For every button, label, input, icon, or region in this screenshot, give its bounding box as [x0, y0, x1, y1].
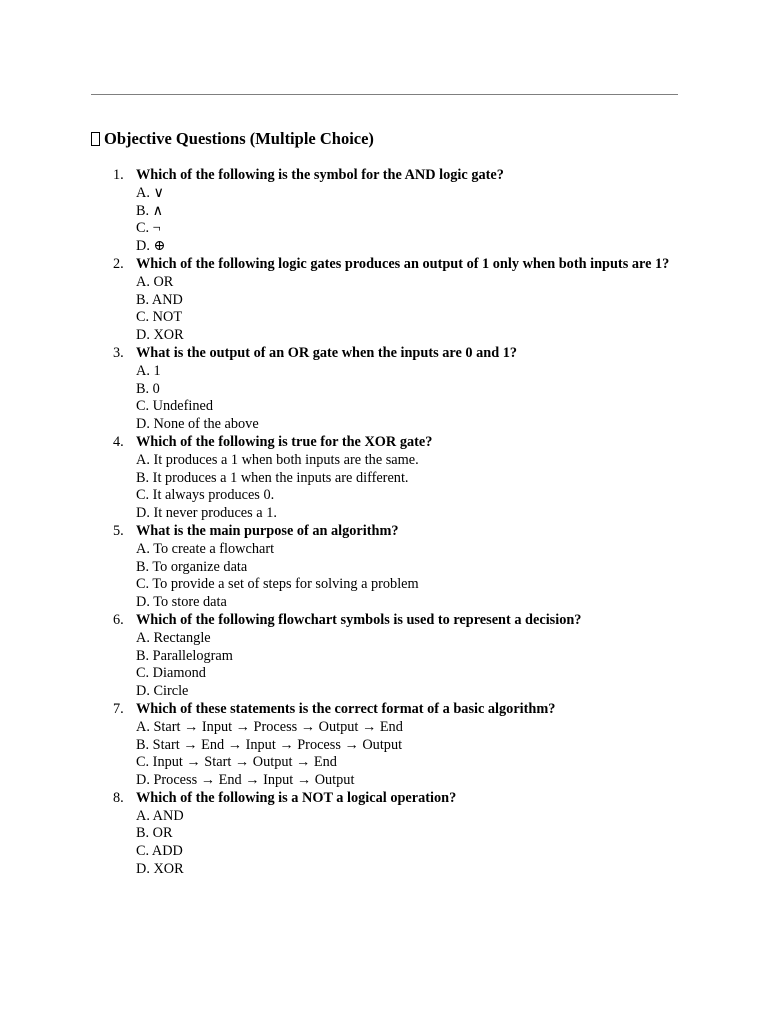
answer-option: C. Undefined — [136, 398, 214, 415]
section-heading — [91, 129, 374, 149]
answer-option: C. NOT — [136, 309, 183, 326]
answer-option: D. XOR — [136, 327, 184, 344]
question-number: 6. — [113, 611, 124, 628]
answer-option: A. 1 — [136, 362, 161, 379]
question-text: What is the main purpose of an algorithm? — [136, 522, 399, 539]
answer-option: B. It produces a 1 when the inputs are different. — [136, 469, 409, 486]
question-number: 4. — [113, 433, 124, 450]
question-item — [113, 433, 676, 523]
missing-glyph-icon — [91, 132, 100, 146]
answer-option: A. OR — [136, 273, 174, 290]
question-number: 7. — [113, 700, 124, 717]
answer-option: B. OR — [136, 825, 173, 842]
question-number: 3. — [113, 344, 124, 361]
question-number: 5. — [113, 522, 124, 539]
answer-option: B. AND — [136, 291, 183, 308]
answer-option: D. None of the above — [136, 416, 259, 433]
question-item — [113, 611, 676, 701]
question-item — [113, 522, 676, 612]
answer-option: B. Parallelogram — [136, 647, 233, 664]
answer-option: B. ∧ — [136, 202, 164, 219]
answer-option: C. It always produces 0. — [136, 487, 275, 504]
question-text: Which of the following is a NOT a logical operation? — [136, 789, 457, 806]
question-text: What is the output of an OR gate when the inputs are 0 and 1? — [136, 344, 518, 361]
answer-option: C. Input → Start → Output → End — [136, 754, 337, 771]
question-item — [113, 167, 676, 256]
question-number: 8. — [113, 789, 124, 806]
question-text: Which of the following is the symbol for the AND logic gate? — [136, 167, 504, 183]
answer-option: A. Rectangle — [136, 629, 211, 646]
answer-option: A. To create a flowchart — [136, 540, 275, 557]
answer-option: C. ADD — [136, 843, 183, 860]
question-item — [113, 344, 676, 434]
section-heading-text: Objective Questions (Multiple Choice) — [104, 129, 374, 148]
answer-option: A. Start → Input → Process → Output → End — [136, 718, 403, 735]
answer-option: A. ∨ — [136, 184, 164, 201]
horizontal-rule — [91, 94, 678, 95]
answer-option: D. Circle — [136, 683, 189, 700]
question-number: 2. — [113, 255, 124, 272]
answer-option: D. To store data — [136, 594, 227, 611]
answer-option: B. To organize data — [136, 558, 248, 575]
answer-option: A. It produces a 1 when both inputs are the same. — [136, 451, 419, 468]
question-text: Which of the following logic gates produces an output of 1 only when both inputs are 1? — [136, 255, 670, 272]
question-item — [113, 255, 676, 345]
answer-option: D. XOR — [136, 861, 184, 878]
question-number: 1. — [113, 167, 124, 183]
answer-option: D. Process → End → Input → Output — [136, 772, 355, 789]
answer-option: B. Start → End → Input → Process → Output — [136, 736, 403, 753]
answer-option: D. It never produces a 1. — [136, 505, 277, 522]
question-text: Which of these statements is the correct format of a basic algorithm? — [136, 700, 556, 717]
answer-option: C. To provide a set of steps for solving a problem — [136, 576, 419, 593]
question-list — [113, 167, 676, 879]
answer-option: C. ¬ — [136, 220, 161, 237]
answer-option: A. AND — [136, 807, 184, 824]
question-item — [113, 700, 676, 790]
answer-option: B. 0 — [136, 380, 160, 397]
answer-option: D. ⊕ — [136, 238, 166, 255]
question-item — [113, 789, 676, 879]
question-text: Which of the following is true for the XOR gate? — [136, 433, 433, 450]
answer-option: C. Diamond — [136, 665, 206, 682]
question-text: Which of the following flowchart symbols is used to represent a decision? — [136, 611, 582, 628]
